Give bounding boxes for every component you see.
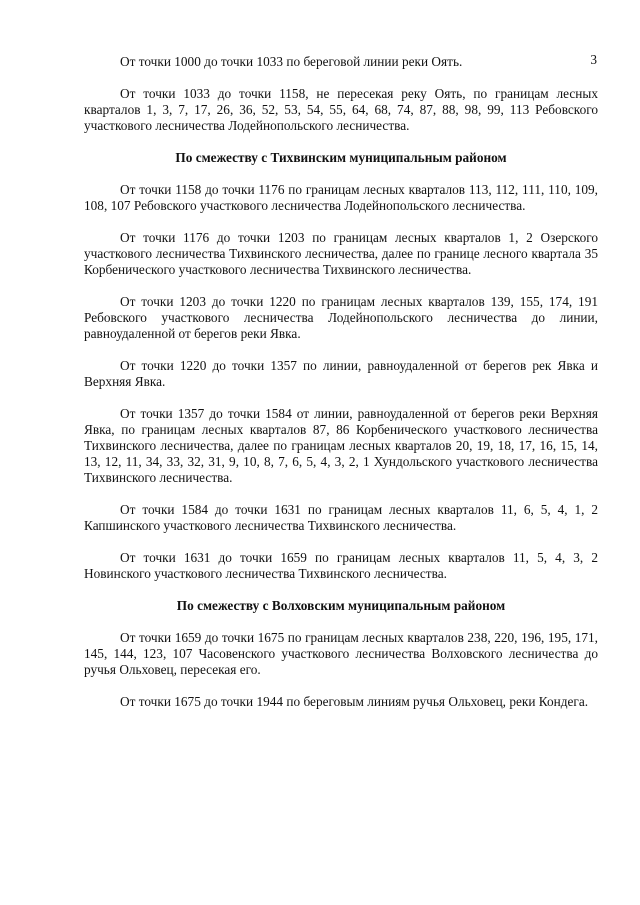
paragraph: От точки 1220 до точки 1357 по линии, равноудаленной от берегов рек Явка и Верхняя Явка.: [84, 358, 598, 389]
paragraph: От точки 1357 до точки 1584 от линии, равноудаленной от берегов реки Верхняя Явка, по границам лесных кварталов 87, 86 Корбенического участкового лесничества Тихвинского лесничества, далее по границам лесных кварталов 20, 19, 18, 17, 16, 15, 14, 13, 12, 11, 34, 33, 32, 31, 9, 10, 8, 7, 6, 5, 4, 3, 2, 1 Хундольского участкового лесничества Тихвинского лесничества.: [84, 406, 598, 485]
section-heading: По смежеству с Волховским муниципальным районом: [176, 598, 506, 613]
paragraph: От точки 1584 до точки 1631 по границам лесных кварталов 11, 6, 5, 4, 1, 2 Капшинского участкового лесничества Тихвинского лесничества.: [84, 502, 598, 533]
paragraph: От точки 1176 до точки 1203 по границам лесных кварталов 1, 2 Озерского участкового лесничества Тихвинского лесничества, далее по границе лесного квартала 35 Корбенического участкового лесничества Тихвинского лесничества.: [84, 230, 598, 277]
paragraph: От точки 1203 до точки 1220 по границам лесных кварталов 139, 155, 174, 191 Ребовского участкового лесничества Лодейнопольского лесничества до линии, равноудаленной от берегов реки Явка.: [84, 294, 598, 341]
document-body: [84, 54, 598, 710]
page-number: 3: [590, 52, 597, 67]
paragraph: От точки 1631 до точки 1659 по границам лесных кварталов 11, 5, 4, 3, 2 Новинского участкового лесничества Тихвинского лесничества.: [84, 550, 598, 581]
paragraph: От точки 1000 до точки 1033 по береговой линии реки Оять.: [120, 54, 463, 69]
paragraph: От точки 1158 до точки 1176 по границам лесных кварталов 113, 112, 111, 110, 109, 108, 107 Ребовского участкового лесничества Лодейнопольского лесничества.: [84, 182, 598, 213]
paragraph: От точки 1033 до точки 1158, не пересекая реку Оять, по границам лесных кварталов 1, 3, 7, 17, 26, 36, 52, 53, 54, 55, 64, 68, 74, 87, 88, 98, 99, 113 Ребовского участкового лесничества Лодейнопольского лесничества.: [84, 86, 598, 133]
paragraph: От точки 1675 до точки 1944 по береговым линиям ручья Ольховец, реки Кондега.: [120, 694, 589, 709]
section-heading: По смежеству с Тихвинским муниципальным районом: [175, 150, 507, 165]
paragraph: От точки 1659 до точки 1675 по границам лесных кварталов 238, 220, 196, 195, 171, 145, 144, 123, 107 Часовенского участкового лесничества Волховского лесничества до ручья Ольховец, пересекая его.: [84, 630, 598, 677]
